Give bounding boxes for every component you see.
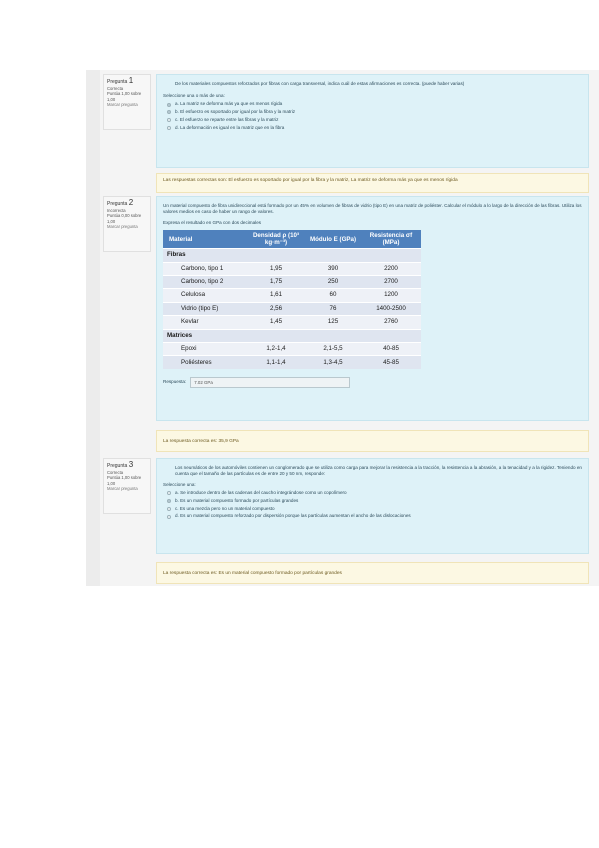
left-gutter [86,70,100,586]
option-3c[interactable]: c. Es una mezcla pero no un material compuesto [167,506,582,512]
question-info-1 [103,74,151,130]
question-number-3: Pregunta 3 [107,460,134,469]
flag-question-button-1[interactable]: Marcar pregunta [107,102,138,108]
flag-question-button-2[interactable]: Marcar pregunta [107,224,138,230]
column-header: Material [163,230,247,249]
question-score-2: Puntúa 0,00 sobre 1,00 [107,213,142,224]
question-number-1: Pregunta 1 [107,76,134,85]
table-row: Carbono, tipo 1 1,95 390 2200 [163,262,421,275]
question-content-1 [156,74,589,168]
question-content-3 [156,458,589,554]
question-info-2 [103,196,151,252]
option-3b[interactable]: b. Es un material compuesto formado por partículas grandes [167,498,582,504]
column-header: Módulo E (GPa) [305,230,361,249]
question-status-3: Correcta [107,469,124,475]
question-score-1: Puntúa 1,00 sobre 1,00 [107,91,142,102]
column-header: Densidad ρ (10³ kg·m⁻³) [247,230,305,249]
radio-icon[interactable] [167,515,171,519]
question-content-2 [156,196,589,421]
option-3d[interactable]: d. Es un material compuesto reforzado por dispersión porque las partículas aumentan el ancho de las dislocaciones [167,513,582,519]
question-prompt-3: Seleccione una: [163,481,196,487]
flag-question-button-3[interactable]: Marcar pregunta [107,486,138,492]
answer-label: Respuesta: [163,379,187,385]
materials-table [163,230,421,369]
radio-icon[interactable] [167,491,171,495]
option-3a[interactable]: a. Se introduce dentro de las cadenas del caucho integrándose como un copolímero [167,490,582,496]
answer-input[interactable]: 7.02 GPa [190,377,350,388]
question-prompt-2: Expresa el resultado en GPa con dos decimales [163,219,262,225]
question-prompt-1: Seleccione una o más de una: [163,93,225,99]
feedback-1: Las respuestas correctas son: El esfuerzo es soportado por igual por la fibra y la matriz, La matriz se deforma más ya que es menos rígida [156,173,589,193]
feedback-2: La respuesta correcta es: 35,9 GPa [156,430,589,452]
table-row: Kevlar 1,45 125 2760 [163,316,421,329]
column-header: Resistencia σf (MPa) [361,230,421,249]
radio-icon[interactable] [167,507,171,511]
option-1d[interactable]: d. La deformación es igual en la matriz que en la fibra [167,125,582,131]
table-row: Vidrio (tipo E) 2,56 76 1400-2500 [163,302,421,315]
checkbox-icon[interactable] [167,118,171,122]
question-text-2: Un material compuesto de fibra unidireccional está formado por un 45% en volumen de fibras de vidrio (tipo E) en una matriz de poliéster. Calcular el módulo a lo largo de la dirección de las fibras. Utiliza los valores medios en caso de haber un rango de valores. [163,203,582,215]
question-info-3 [103,458,151,514]
option-1c[interactable]: c. El esfuerzo se reparte entre las fibras y la matriz [167,117,582,123]
question-status-2: Incorrecta [107,207,126,213]
question-score-3: Puntúa 1,00 sobre 1,00 [107,475,142,486]
checkbox-icon[interactable] [167,110,171,114]
table-row: Celulosa 1,61 60 1200 [163,289,421,302]
table-group-row: Matrices [163,329,421,342]
option-1a[interactable]: a. La matriz se deforma más ya que es menos rígida [167,101,582,107]
options-list-1 [163,101,582,131]
table-row: Carbono, tipo 2 1,75 250 2700 [163,276,421,289]
question-number-2: Pregunta 2 [107,198,134,207]
answer-row [163,377,582,388]
table-group-row: Fibras [163,249,421,262]
table-row: Poliésteres 1,1-1,4 1,3-4,5 45-85 [163,356,421,369]
options-list-3 [163,490,582,520]
question-status-1: Correcta [107,85,124,91]
checkbox-icon[interactable] [167,126,171,130]
checkbox-icon[interactable] [167,103,171,107]
question-text-3: Los neumáticos de los automóviles contienen un conglomerado que se utiliza como carga para mejorar la resistencia a la tracción, la resistencia a la abrasión, a la tenacidad y a la rigidez. Teniendo en cuenta que el tamaño de las partículas es de entre 20 y 50 nm, responde: [175,465,582,477]
question-text-1: De los materiales compuestos reforzados por fibras con carga transversal, indica cuál de estas afirmaciones es correcta. (puede haber varias) [175,81,465,86]
table-row: Epoxi 1,2-1,4 2,1-5,5 40-85 [163,343,421,356]
radio-icon[interactable] [167,499,171,503]
option-1b[interactable]: b. El esfuerzo es soportado por igual por la fibra y la matriz [167,109,582,115]
feedback-3: La respuesta correcta es: Es un material compuesto formado por partículas grandes [156,562,589,584]
table-header-row [163,230,421,249]
